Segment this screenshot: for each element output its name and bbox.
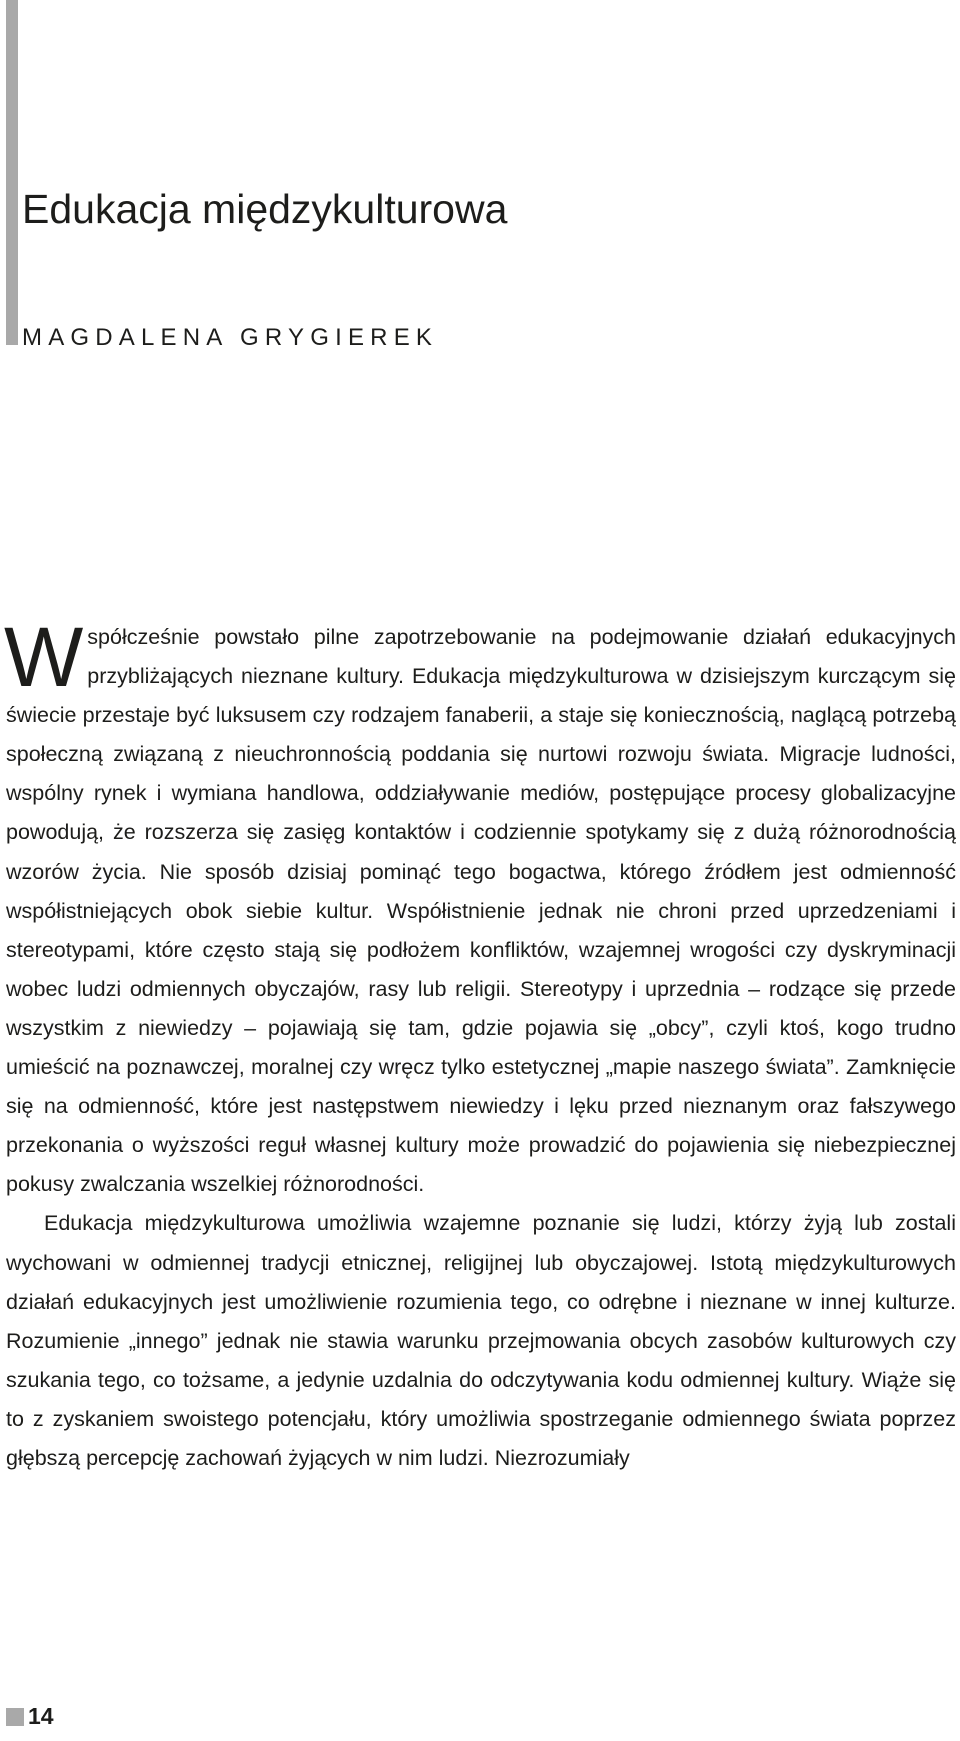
author-name: MAGDALENA GRYGIEREK [22,324,439,351]
body-text [4,610,956,1478]
page-marker [6,1708,24,1726]
accent-bar [6,0,18,345]
paragraph-2: Edukacja międzykulturowa umożliwia wzajemne poznanie się ludzi, którzy żyją lub zostali wychowani w odmiennej tradycji etnicznej, religijnej lub obyczajowej. Istotą międzykulturowych działań edukacyjnych jest umożliwienie rozumienia tego, co odrębne i nieznane w innej kulturze. Rozumienie „innego” jednak nie stawia warunku przejmowania obcych zasobów kulturowych czy szukania tego, co tożsame, a jedynie uzdalnia do odczytywania kodu odmiennej kultury. Wiąże się to z zyskaniem swoistego potencjału, który umożliwia spostrzeganie odmiennego świata poprzez głębszą percepcję zachowań żyjących w nim ludzi. Niezrozumiały [6,1211,956,1470]
paragraph-1 [4,610,956,1204]
page-number: 14 [28,1703,54,1729]
paragraph-1-text: spółcześnie powstało pilne zapotrzebowanie na podejmowanie działań edukacyjnych przybliżających nieznane kultury. Edukacja międzykulturowa w dzisiejszym kurczącym się świecie przestaje być luksusem czy rodzajem fanaberii, a staje się koniecznością, naglącą potrzebą społeczną związaną z nieuchronnością poddania się nurtowi rozwoju świata. Migracje ludności, wspólny rynek i wymiana handlowa, oddziaływanie mediów, postępujące procesy globalizacyjne powodują, że rozszerza się zasięg kontaktów i codziennie spotykamy się z dużą różnorodnością wzorów życia. Nie sposób dzisiaj pominąć tego bogactwa, którego źródłem jest odmienność współistniejących obok siebie kultur. Współistnienie jednak nie chroni przed uprzedzeniami i stereotypami, które często stają się podłożem konfliktów, wzajemnej wrogości czy dyskryminacji wobec ludzi odmiennych obyczajów, rasy lub religii. Stereotypy i uprzednia – rodzące się przede wszystkim z niewiedzy – pojawiają się tam, gdzie pojawia się „obcy”, czyli ktoś, kogo trudno umieścić na poznawczej, moralnej czy wręcz tylko estetycznej „mapie naszego świata”. Zamknięcie się na odmienność, które jest następstwem niewiedzy i lęku przed nieznanym oraz fałszywego przekonania o wyższości reguł własnej kultury może prowadzić do pojawienia się niebezpiecznej pokusy zwalczania wszelkiej różnorodności. [6,625,956,1197]
chapter-title: Edukacja międzykulturowa [22,186,508,232]
drop-cap: W [4,610,84,704]
